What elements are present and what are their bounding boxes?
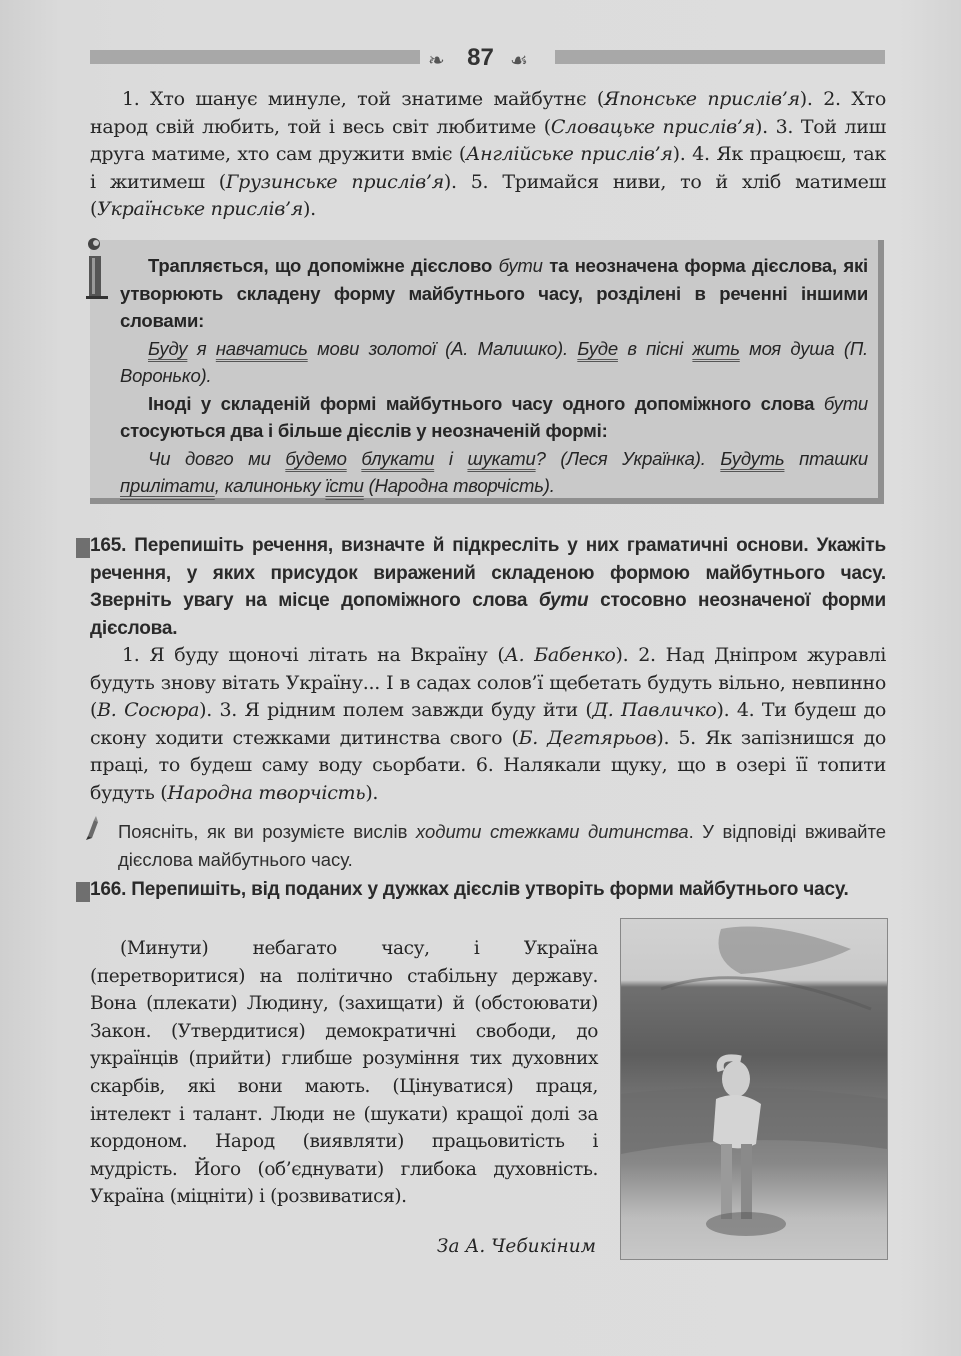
text-run: ). 3. Я рідним полем завжди буду йти ( <box>199 699 593 721</box>
page-number: 87 <box>467 44 494 71</box>
source-attribution: Українське прислів’я <box>97 198 304 220</box>
exercise-165-paragraph <box>90 642 886 807</box>
exercise-number: 166. <box>90 879 127 900</box>
illustration-image <box>620 918 888 1260</box>
rule-text <box>120 252 868 500</box>
text-run: ). 4. Як працюєш, так і житимеш ( <box>90 143 886 193</box>
ornament-left-icon: ❧ <box>428 48 445 72</box>
source-attribution: Б. Дегтярьов <box>518 726 657 749</box>
text-run: ). <box>365 781 379 804</box>
rule-statement-2: Іноді у складеній формі майбутнього часу одного допоміжного слова бути стосуються два і більше дієслів у неозначеній формі: <box>120 392 868 441</box>
text-run: ). 3. Той лиш друга матиме, хто сам дружити вміє ( <box>90 115 886 165</box>
term-buty: бути <box>538 590 589 611</box>
exercise-number: 165. <box>90 535 127 556</box>
proverbs-text <box>90 86 886 224</box>
rule-statement-1: Трапляється, що допоміжне дієслово бути та неозначена форма дієслова, які утворюють складену форму майбутнього часу, розділені в реченні іншими словами: <box>120 255 868 331</box>
text-run: 1. Я буду щоночі літать на Вкраїну ( <box>122 644 505 666</box>
text-run: ). 2. Хто народ свій любить, той і весь світ любитиме ( <box>90 88 886 138</box>
source-attribution: Грузинське прислів’я <box>225 170 444 193</box>
rule-example-2: Чи довго ми будемо блукати і шукати? (Леся Українка). Будуть пташки прилітати, калиноньку їсти (Народна творчість). <box>120 447 868 496</box>
boy-in-field-illustration-icon <box>621 919 887 1259</box>
info-i-icon <box>84 236 110 302</box>
text-run: ). <box>303 198 316 220</box>
ornament-right-icon: ☙ <box>510 48 528 72</box>
text-run: ). 4. Ти будеш до скону ходити стежками дитинства свого ( <box>90 699 886 749</box>
text-run: ). 2. Над Дніпром журавлі будуть знову вітать Україну... І в садах солов’ї щебетать будуть вільно, невпинно ( <box>90 644 886 721</box>
source-attribution: Д. Павличко <box>592 699 717 721</box>
source-attribution: В. Сосюра <box>97 699 200 721</box>
exercise-165-note: Поясніть, як ви розумієте вислів ходити стежками дитинства. У відповіді вживайте дієслова майбутнього часу. <box>118 821 886 870</box>
exercise-165-task: 165. Перепишіть речення, визначте й підкресліть у них граматичні основи. Укажіть речення, у яких присудок виражений складеною формою майбутнього часу. Зверніть увагу на місце допоміжного слова бути стосовно неозначеної форми дієслова. <box>90 535 887 639</box>
exercise-marker-icon <box>76 882 90 902</box>
proverbs-paragraph <box>90 86 886 224</box>
source-attribution: Народна творчість <box>167 781 366 804</box>
source-attribution: Словацьке прислів’я <box>550 115 755 138</box>
rule-example-1: Буду я навчатись мови золотої (А. Малишко). Буде в пісні жить моя душа (П. Воронько). <box>120 337 868 386</box>
exercise-166-task: 166. Перепишіть, від поданих у дужках дієслів утворіть форми майбутнього часу. <box>90 879 849 900</box>
term-buty: бути <box>823 392 868 414</box>
source-attribution: Англійське прислів’я <box>466 143 673 165</box>
exercise-165-text <box>90 642 886 807</box>
phrase: ходити стежками дитинства <box>415 821 689 842</box>
text-run: 1. Хто шанує минуле, той знатиме майбутнє ( <box>122 88 605 110</box>
text-author: За А. Чебикіним <box>436 1236 596 1257</box>
text-run: ). 5. Як запізнишся до праці, то будеш саму воду сьорбати. 6. Налякали щуку, що в озері її топити будуть ( <box>90 726 886 804</box>
pencil-icon <box>84 816 108 840</box>
text-run: ). 5. Тримайся ниви, то й хліб матимеш ( <box>90 170 886 220</box>
exercise-marker-icon <box>76 538 90 558</box>
source-attribution: Японське прислів’я <box>604 88 800 110</box>
exercise-166-text: (Минути) небагато часу, і Україна (перетворитися) на політично стабільну державу. Вона (плекати) Людину, (захищати) й (обстоювати) Закон. (Утвердитися) демократичні свободи, до українців (прийти) глибше розуміння тих духовних скарбів, які вони мають. (Цінуватися) праця, інтелект і талант. Люди не (шукати) кращої долі за кордоном. Народ (виявляти) працьовитість і мудрість. Його (об’єднувати) глибока духовність. Україна (міцніти) і (розвиватися). <box>90 938 598 1208</box>
term-buty: бути <box>498 255 543 276</box>
source-attribution: А. Бабенко <box>504 644 616 666</box>
